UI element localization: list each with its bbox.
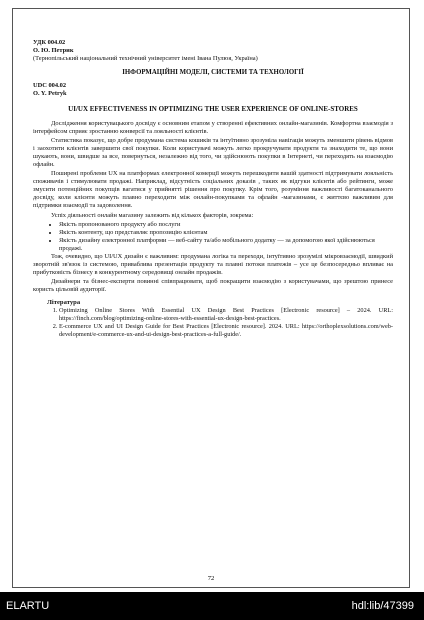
handle-id: hdl:lib/47399 — [351, 600, 414, 612]
author-ua: О. Ю. Петрик — [33, 46, 74, 54]
udc-en: UDC 004.02 — [33, 81, 67, 89]
paragraph-1: Дослідження користувацького досвіду є основним етапом у створенні ефективних онлайн-магазинів. Комфортна взаємодія з інтерфейсом сприяє зростанню конверсії та лояльності клієнтів. — [33, 119, 393, 135]
list-item: • Якість дизайну електронної платформи — веб-сайту та/або мобільного додатку — за допомогою якої здійснюються продажі. — [59, 237, 393, 253]
reference-list — [33, 307, 393, 339]
paragraph-5: Тож, очевидно, що UI/UX дизайн є важливим: продумана логіка та переходи, інтуїтивно зрозумілі мікровзаємодії, швидкий зворотній зв'язок із системою, приваблива презентація продукту та плавні потоки платежів – усе це безпосередньо впливає на прибутковість бізнесу в конкурентному середовищі онлайн продажів. — [33, 252, 393, 276]
paragraph-6: Дизайнери та бізнес-експерти повинні співпрацювати, щоб покращити взаємодію з користувачами, що зрештою принесе користь цільовій аудиторії. — [33, 277, 393, 294]
section-heading: ІНФОРМАЦІЙНІ МОДЕЛІ, СИСТЕМИ ТА ТЕХНОЛОГІЇ — [122, 68, 304, 76]
reference-item: 1. Optimizing Online Stores With Essential UX Design Best Practices [Electronic resource] – 2024. URL: https://finch.com/blog/optimizing-online-stores-with-essential-ux-design-best-practices. — [59, 307, 393, 323]
factor-list — [33, 221, 393, 253]
document-page — [12, 8, 410, 588]
list-item: • Якість контенту, що представляє пропозицію клієнтам — [59, 229, 393, 237]
repository-footer — [0, 592, 424, 620]
article-title: UI/UX EFFECTIVENESS IN OPTIMIZING THE USER EXPERIENCE OF ONLINE-STORES — [68, 104, 358, 113]
repository-name: ELARTU — [6, 600, 50, 612]
author-en: O. Y. Petryk — [33, 89, 67, 97]
article-content — [33, 39, 393, 339]
paragraph-2: Статистика показує, що добре продумана система кошиків та інтуїтивно зрозуміла навігація можуть зменшити рівень відмов і заохотити клієнтів завершити свої покупки. Коли користувачі можуть легко прокручувати продукти та знаходити те, що вони шукають, вони, швидше за все, повернуться, незалежно від того, чи здійснюють покупки в Інтернеті, чи переходять на взаємодію офлайн. — [33, 136, 393, 168]
literature-heading: Література — [47, 299, 81, 307]
udc-ua: УДК 004.02 — [33, 39, 66, 46]
list-item: • Якість пропонованого продукту або послуги — [59, 221, 393, 229]
affiliation: (Тернопільський національний технічний університет імені Івана Пулюя, Україна) — [33, 54, 258, 62]
reference-item: 2. E-commerce UX and UI Design Guide for Best Practices [Electronic resource]. 2024. URL: https://orthoplexsolutions.com/web-development/e-commerce-ux-and-ui-design-best-practices-a-full-guide/. — [59, 323, 393, 339]
paragraph-4: Успіх діяльності онлайн магазину залежить від кількох факторів, зокрема: — [51, 211, 254, 219]
page-number: 72 — [207, 575, 215, 582]
paragraph-3: Поширені проблеми UX на платформах електронної комерції можуть перешкодити вашій здатності підтримувати лояльність споживачів і стимулювати продажі. Наприклад, відсутність соціальних доказів , таких як відгуки клієнтів або рейтинги, може змусити потенційних покупців вагатися у прийнятті рішення про покупку. Крім того, розуміння важливості багатоканального досвіду, коли клієнти можуть плавно переходити між онлайн-покупками та офлайн -магазинами, є життєво важливим для підтримки взаємодії та задоволення. — [33, 170, 393, 210]
